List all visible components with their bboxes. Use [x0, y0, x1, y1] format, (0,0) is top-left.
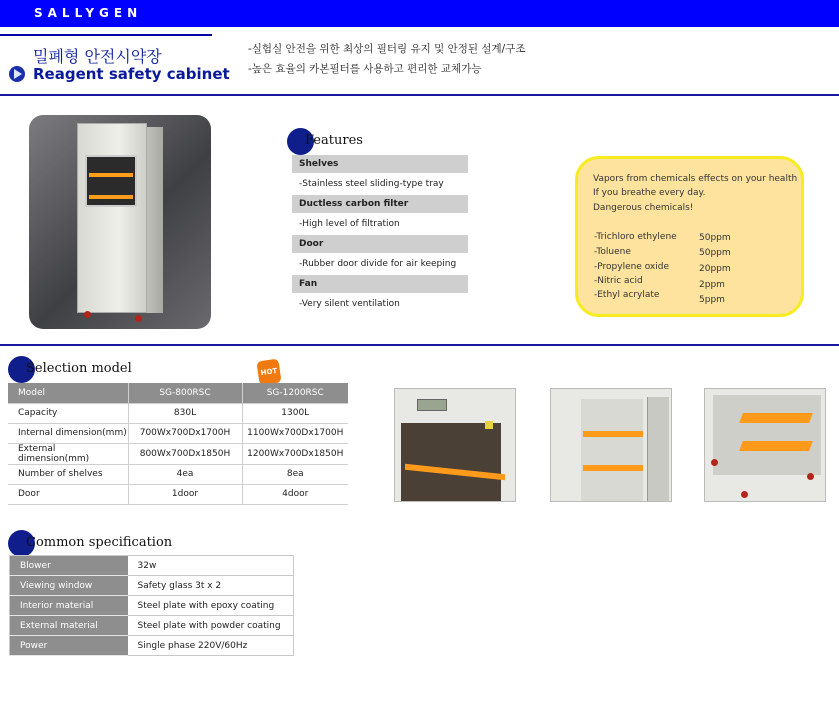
column-header: SG-800RSC [128, 383, 242, 403]
title-rule [0, 34, 212, 36]
cabinet-shelf [89, 173, 133, 177]
feature-detail: -Rubber door divide for air keeping [299, 259, 457, 269]
row-label: Internal dimension(mm) [8, 423, 128, 443]
product-title-english: Reagent safety cabinet [33, 65, 230, 83]
table-row [8, 423, 348, 443]
cabinet-window [85, 155, 137, 207]
warning-text: Vapors from chemicals effects on your health [593, 174, 798, 184]
selection-table [8, 383, 348, 505]
orange-shelf [739, 441, 813, 451]
chemical-name: -Trichloro ethylene [594, 232, 677, 242]
row-label: Door [8, 484, 128, 504]
spec-value: 32w [128, 556, 294, 576]
cabinet-body [77, 123, 147, 313]
chemical-name: -Nitric acid [594, 276, 643, 286]
cabinet-shelf [89, 195, 133, 199]
brand-name: SALLYGEN [34, 6, 143, 20]
common-spec-heading: Common specification [26, 535, 173, 550]
spec-value: Single phase 220V/60Hz [128, 636, 294, 656]
table-row [10, 576, 294, 596]
hot-badge-icon: HOT [256, 359, 281, 386]
detail-photo-shelves [704, 388, 826, 502]
spec-label: External material [10, 616, 128, 636]
table-header-row [8, 383, 348, 403]
orange-shelf [583, 465, 643, 471]
row-label: External dimension(mm) [8, 443, 128, 464]
table-cell: 4door [242, 484, 348, 504]
table-row [10, 596, 294, 616]
feature-group-title: Door [292, 235, 468, 253]
table-row [8, 403, 348, 423]
description-line: -높은 효율의 카본필터를 사용하고 편리한 교체가능 [248, 63, 482, 75]
selection-heading: Selection model [26, 361, 132, 376]
feature-group-title: Shelves [292, 155, 468, 173]
control-panel [417, 399, 447, 411]
cabinet-wheel [84, 311, 91, 318]
feature-detail: -Very silent ventilation [299, 299, 400, 309]
cabinet-wheel [807, 473, 814, 480]
table-cell: 1door [128, 484, 242, 504]
section-divider [0, 344, 839, 346]
table-row [10, 616, 294, 636]
chemical-limit: 50ppm [699, 233, 731, 243]
spec-label: Blower [10, 556, 128, 576]
row-label: Capacity [8, 403, 128, 423]
cabinet-wheel [741, 491, 748, 498]
column-header: SG-1200RSC [242, 383, 348, 403]
table-cell: 1300L [242, 403, 348, 423]
warning-text: If you breathe every day. [593, 188, 706, 198]
spec-value: Safety glass 3t x 2 [128, 576, 294, 596]
chemical-limit: 20ppm [699, 264, 731, 274]
feature-group-title: Ductless carbon filter [292, 195, 468, 213]
spec-label: Power [10, 636, 128, 656]
chemical-limit: 5ppm [699, 295, 725, 305]
table-cell: 4ea [128, 464, 242, 484]
row-label: Number of shelves [8, 464, 128, 484]
detail-photo-window [394, 388, 516, 502]
feature-detail: -Stainless steel sliding-type tray [299, 179, 444, 189]
spec-label: Interior material [10, 596, 128, 616]
orange-shelf [583, 431, 643, 437]
cabinet-photo [29, 115, 211, 329]
table-cell: 700Wx700Dx1700H [128, 423, 242, 443]
column-header: Model [8, 383, 128, 403]
spec-value: Steel plate with epoxy coating [128, 596, 294, 616]
chemical-limit: 2ppm [699, 280, 725, 290]
cabinet-wheel [135, 315, 142, 322]
table-cell: 830L [128, 403, 242, 423]
section-divider [0, 94, 839, 96]
features-heading: Features [305, 133, 363, 148]
description-line: -실험실 안전을 위한 최상의 필터링 유지 및 안정된 설계/구조 [248, 43, 526, 55]
table-row [8, 443, 348, 464]
chemical-limit: 50ppm [699, 248, 731, 258]
warning-text: Dangerous chemicals! [593, 203, 694, 213]
table-cell: 1200Wx700Dx1850H [242, 443, 348, 464]
table-row [8, 464, 348, 484]
cabinet-side [147, 127, 163, 313]
chemical-name: -Toluene [594, 247, 631, 257]
chemical-name: -Ethyl acrylate [594, 290, 660, 300]
cabinet-wheel [711, 459, 718, 466]
table-row [10, 636, 294, 656]
chemical-name: -Propylene oxide [594, 262, 670, 272]
table-cell: 800Wx700Dx1850H [128, 443, 242, 464]
table-row [10, 556, 294, 576]
detail-photo-open-door [550, 388, 672, 502]
feature-group-title: Fan [292, 275, 468, 293]
play-arrow-icon [9, 66, 25, 82]
label-sticker [485, 421, 493, 429]
spec-label: Viewing window [10, 576, 128, 596]
header-bar [0, 0, 839, 27]
table-cell: 8ea [242, 464, 348, 484]
feature-detail: -High level of filtration [299, 219, 400, 229]
product-title-korean: 밀폐형 안전시약장 [33, 47, 162, 66]
table-row [8, 484, 348, 504]
spec-value: Steel plate with powder coating [128, 616, 294, 636]
common-spec-table [9, 555, 294, 656]
orange-shelf [739, 413, 813, 423]
table-cell: 1100Wx700Dx1700H [242, 423, 348, 443]
open-door [647, 397, 669, 502]
